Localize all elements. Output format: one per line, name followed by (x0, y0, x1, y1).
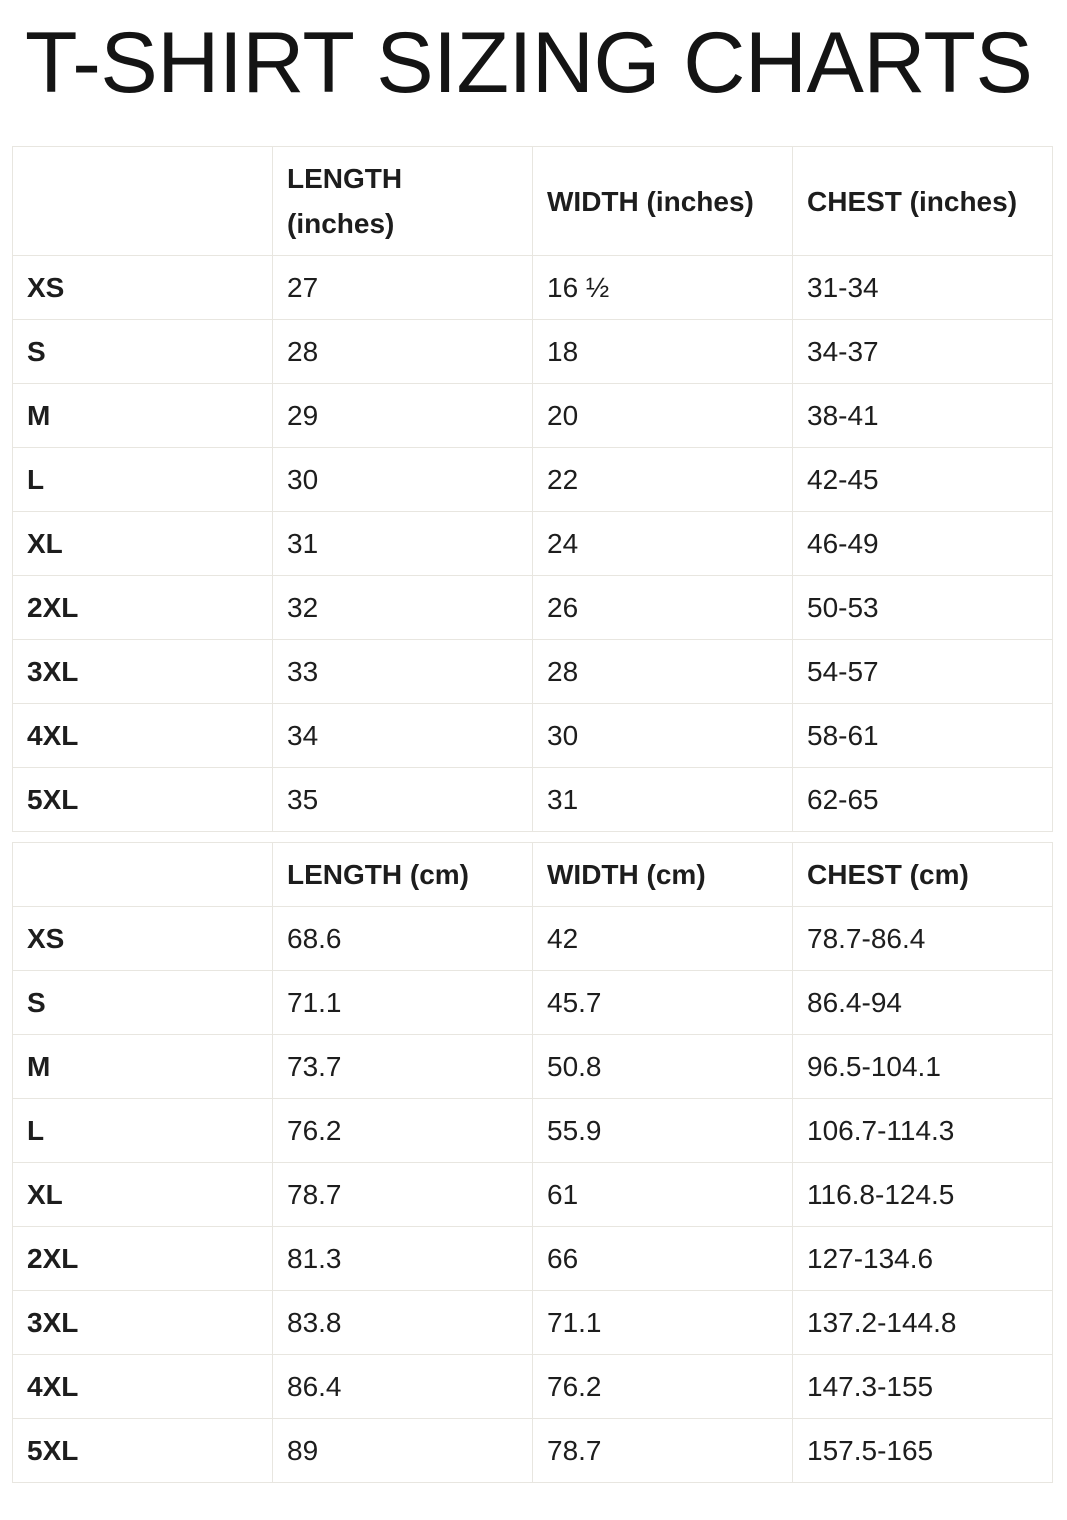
header-chest-cm: CHEST (cm) (793, 843, 1053, 907)
cell-length: 30 (273, 448, 533, 512)
table-row (13, 256, 1053, 320)
size-label: S (13, 971, 273, 1035)
cell-width: 55.9 (533, 1099, 793, 1163)
size-label: XS (13, 907, 273, 971)
size-label: 3XL (13, 640, 273, 704)
table-row (13, 384, 1053, 448)
table-row (13, 1419, 1053, 1483)
cell-length: 83.8 (273, 1291, 533, 1355)
cell-chest: 62-65 (793, 768, 1053, 832)
cell-width: 45.7 (533, 971, 793, 1035)
cell-chest: 86.4-94 (793, 971, 1053, 1035)
table-row (13, 576, 1053, 640)
size-label: L (13, 1099, 273, 1163)
cell-width: 50.8 (533, 1035, 793, 1099)
cell-width: 28 (533, 640, 793, 704)
sizing-table-cm (12, 842, 1053, 1483)
table-row (13, 768, 1053, 832)
cell-length: 73.7 (273, 1035, 533, 1099)
cell-length: 28 (273, 320, 533, 384)
header-chest-inches: CHEST (inches) (793, 147, 1053, 256)
table-row (13, 1163, 1053, 1227)
cell-length: 32 (273, 576, 533, 640)
cell-length: 86.4 (273, 1355, 533, 1419)
cell-width: 61 (533, 1163, 793, 1227)
size-label: 3XL (13, 1291, 273, 1355)
cell-length: 76.2 (273, 1099, 533, 1163)
cell-chest: 116.8-124.5 (793, 1163, 1053, 1227)
cell-chest: 50-53 (793, 576, 1053, 640)
cell-chest: 106.7-114.3 (793, 1099, 1053, 1163)
size-label: L (13, 448, 273, 512)
cell-length: 89 (273, 1419, 533, 1483)
table-row (13, 907, 1053, 971)
cell-length: 68.6 (273, 907, 533, 971)
size-label: S (13, 320, 273, 384)
cell-width: 78.7 (533, 1419, 793, 1483)
table-row (13, 640, 1053, 704)
table-row (13, 320, 1053, 384)
table-row (13, 1035, 1053, 1099)
table-row (13, 1099, 1053, 1163)
cell-width: 71.1 (533, 1291, 793, 1355)
cell-chest: 34-37 (793, 320, 1053, 384)
table-row (13, 1355, 1053, 1419)
header-empty-cell (13, 147, 273, 256)
cell-width: 18 (533, 320, 793, 384)
table-row (13, 1227, 1053, 1291)
table-row (13, 704, 1053, 768)
cell-chest: 157.5-165 (793, 1419, 1053, 1483)
cell-width: 26 (533, 576, 793, 640)
size-label: 2XL (13, 1227, 273, 1291)
size-label: 5XL (13, 1419, 273, 1483)
cell-chest: 127-134.6 (793, 1227, 1053, 1291)
header-length-inches: LENGTH (inches) (273, 147, 533, 256)
cell-width: 42 (533, 907, 793, 971)
cell-width: 76.2 (533, 1355, 793, 1419)
table-row (13, 448, 1053, 512)
table-header-row (13, 843, 1053, 907)
cell-chest: 137.2-144.8 (793, 1291, 1053, 1355)
cell-width: 66 (533, 1227, 793, 1291)
cell-length: 34 (273, 704, 533, 768)
page-title: T-SHIRT SIZING CHARTS (25, 15, 1033, 111)
cell-chest: 54-57 (793, 640, 1053, 704)
header-width-inches: WIDTH (inches) (533, 147, 793, 256)
size-label: 4XL (13, 1355, 273, 1419)
cell-chest: 31-34 (793, 256, 1053, 320)
size-label: M (13, 384, 273, 448)
cell-length: 27 (273, 256, 533, 320)
table-row (13, 1291, 1053, 1355)
cell-width: 30 (533, 704, 793, 768)
header-length-cm: LENGTH (cm) (273, 843, 533, 907)
table-row (13, 971, 1053, 1035)
cell-width: 16 ½ (533, 256, 793, 320)
size-label: XL (13, 1163, 273, 1227)
cell-width: 20 (533, 384, 793, 448)
cell-chest: 46-49 (793, 512, 1053, 576)
header-empty-cell (13, 843, 273, 907)
cell-length: 78.7 (273, 1163, 533, 1227)
cell-width: 22 (533, 448, 793, 512)
table-header-row (13, 147, 1053, 256)
cell-chest: 58-61 (793, 704, 1053, 768)
size-label: XL (13, 512, 273, 576)
cell-chest: 38-41 (793, 384, 1053, 448)
cell-length: 33 (273, 640, 533, 704)
cell-length: 35 (273, 768, 533, 832)
cell-length: 81.3 (273, 1227, 533, 1291)
cell-chest: 42-45 (793, 448, 1053, 512)
size-label: M (13, 1035, 273, 1099)
table-row (13, 512, 1053, 576)
size-label: 4XL (13, 704, 273, 768)
cell-width: 31 (533, 768, 793, 832)
cell-width: 24 (533, 512, 793, 576)
size-label: XS (13, 256, 273, 320)
cell-length: 31 (273, 512, 533, 576)
cell-length: 71.1 (273, 971, 533, 1035)
cell-chest: 78.7-86.4 (793, 907, 1053, 971)
cell-chest: 147.3-155 (793, 1355, 1053, 1419)
sizing-table-inches (12, 146, 1053, 832)
size-label: 5XL (13, 768, 273, 832)
header-width-cm: WIDTH (cm) (533, 843, 793, 907)
cell-length: 29 (273, 384, 533, 448)
cell-chest: 96.5-104.1 (793, 1035, 1053, 1099)
size-label: 2XL (13, 576, 273, 640)
